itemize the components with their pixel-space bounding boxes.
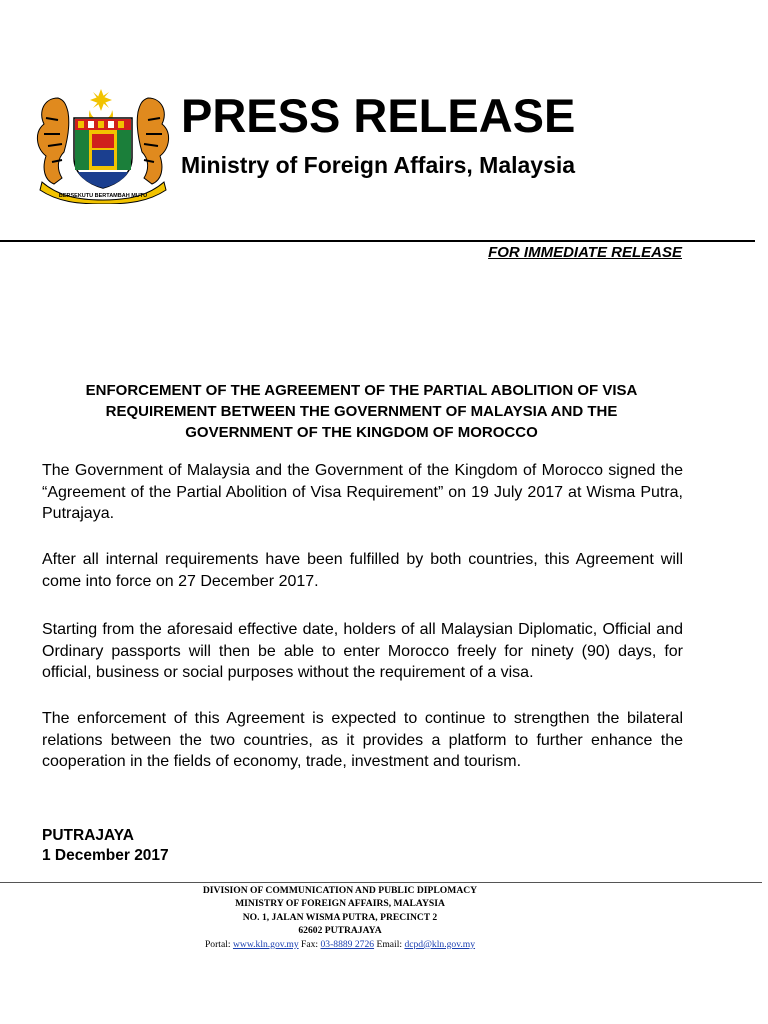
crest-motto: BERSEKUTU BERTAMBAH MUTU [58,193,148,199]
footer-ministry: MINISTRY OF FOREIGN AFFAIRS, MALAYSIA [235,898,445,910]
footer-divider [0,882,762,883]
portal-label: Portal: [204,938,231,950]
heading-line: ENFORCEMENT OF THE AGREEMENT OF THE PARTIAL ABOLITION OF VISA [85,382,638,399]
heading-line: GOVERNMENT OF THE KINGDOM OF MOROCCO [185,424,538,441]
heading-line: REQUIREMENT BETWEEN THE GOVERNMENT OF MALAYSIA AND THE [105,403,618,420]
body-paragraph: The Government of Malaysia and the Government of the Kingdom of Morocco signed the “Agreement of the Partial Abolition of Visa Requirement” on 19 July 2017 at Wisma Putra, Putrajaya. [42,462,683,522]
footer-contacts [140,938,540,951]
signoff [42,826,169,866]
email-link[interactable]: dcpd@kln.gov.my [404,938,476,950]
signoff-place: PUTRAJAYA [42,827,134,844]
email-label: Email: [376,938,403,950]
body-paragraph: Starting from the aforesaid effective date, holders of all Malaysian Diplomatic, Official and Ordinary passports will then be able to enter Morocco freely for ninety (90) days, for official, business or social purposes without the requirement of a visa. [42,621,683,681]
malaysia-coat-of-arms-icon [28,88,178,204]
body-paragraph: The enforcement of this Agreement is expected to continue to strengthen the bilateral relations between the two countries, as it provides a platform to further enhance the cooperation in the fields of economy, trade, investment and tourism. [42,710,683,770]
footer-division: DIVISION OF COMMUNICATION AND PUBLIC DIPLOMACY [202,885,478,896]
page-title: PRESS RELEASE [181,89,576,142]
fax-label: Fax: [301,938,319,950]
signoff-date: 1 December 2017 [42,847,169,864]
ministry-subtitle: Ministry of Foreign Affairs, Malaysia [181,152,576,178]
header-divider [0,240,755,242]
release-heading [40,380,683,443]
portal-link[interactable]: www.kln.gov.my [232,938,299,950]
release-tag: FOR IMMEDIATE RELEASE [488,244,682,261]
footer-address: NO. 1, JALAN WISMA PUTRA, PRECINCT 2 [242,911,438,923]
fax-link[interactable]: 03-8889 2726 [320,938,375,950]
footer-postcode: 62602 PUTRAJAYA [298,925,382,937]
footer [140,884,540,951]
body-paragraph: After all internal requirements have been fulfilled by both countries, this Agreement will come into force on 27 December 2017. [42,551,683,590]
